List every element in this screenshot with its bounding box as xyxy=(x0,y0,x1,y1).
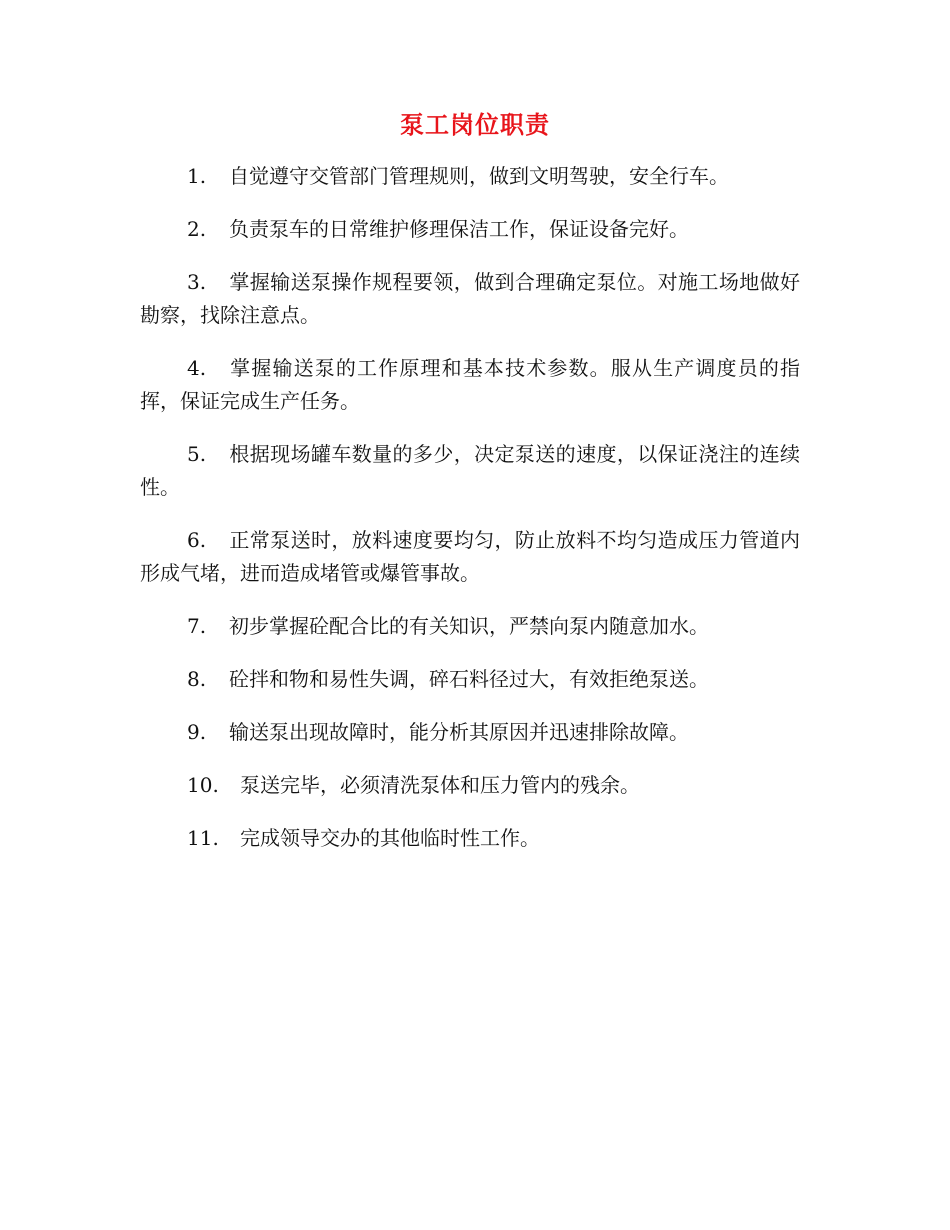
item-number: 7. xyxy=(187,614,207,638)
page-title: 泵工岗位职责 xyxy=(400,110,550,139)
item-text: 掌握输送泵操作规程要领，做到合理确定泵位。对施工场地做好勘察，找除注意点。 xyxy=(140,270,800,327)
item-number: 2. xyxy=(187,217,207,241)
item-text: 砼拌和物和易性失调，碎石料径过大，有效拒绝泵送。 xyxy=(229,667,709,691)
item-text: 完成领导交办的其他临时性工作。 xyxy=(240,826,540,850)
item-text: 正常泵送时，放料速度要均匀，防止放料不均匀造成压力管道内形成气堵，进而造成堵管或爆管事故。 xyxy=(140,528,800,585)
item-number: 3. xyxy=(187,270,207,294)
item-number: 11. xyxy=(187,826,219,850)
item-number: 6. xyxy=(187,528,207,552)
list-item xyxy=(140,160,800,193)
list-item xyxy=(140,266,800,332)
list-item xyxy=(140,769,800,802)
list-item xyxy=(140,610,800,643)
list-item xyxy=(140,524,800,590)
item-number: 4. xyxy=(187,356,207,380)
item-text: 根据现场罐车数量的多少，决定泵送的速度，以保证浇注的连续性。 xyxy=(140,442,800,499)
list-item xyxy=(140,213,800,246)
item-number: 1. xyxy=(187,164,207,188)
item-text: 输送泵出现故障时，能分析其原因并迅速排除故障。 xyxy=(229,720,689,744)
item-text: 掌握输送泵的工作原理和基本技术参数。服从生产调度员的指挥，保证完成生产任务。 xyxy=(140,356,800,413)
duty-list xyxy=(140,160,800,874)
list-item xyxy=(140,822,800,855)
list-item xyxy=(140,352,800,418)
item-text: 初步掌握砼配合比的有关知识，严禁向泵内随意加水。 xyxy=(229,614,709,638)
item-number: 9. xyxy=(187,720,207,744)
item-text: 负责泵车的日常维护修理保洁工作，保证设备完好。 xyxy=(229,217,689,241)
list-item xyxy=(140,438,800,504)
item-text: 自觉遵守交管部门管理规则，做到文明驾驶，安全行车。 xyxy=(229,164,729,188)
item-number: 10. xyxy=(187,773,219,797)
list-item xyxy=(140,716,800,749)
item-number: 8. xyxy=(187,667,207,691)
list-item xyxy=(140,663,800,696)
item-number: 5. xyxy=(187,442,207,466)
item-text: 泵送完毕，必须清洗泵体和压力管内的残余。 xyxy=(240,773,640,797)
